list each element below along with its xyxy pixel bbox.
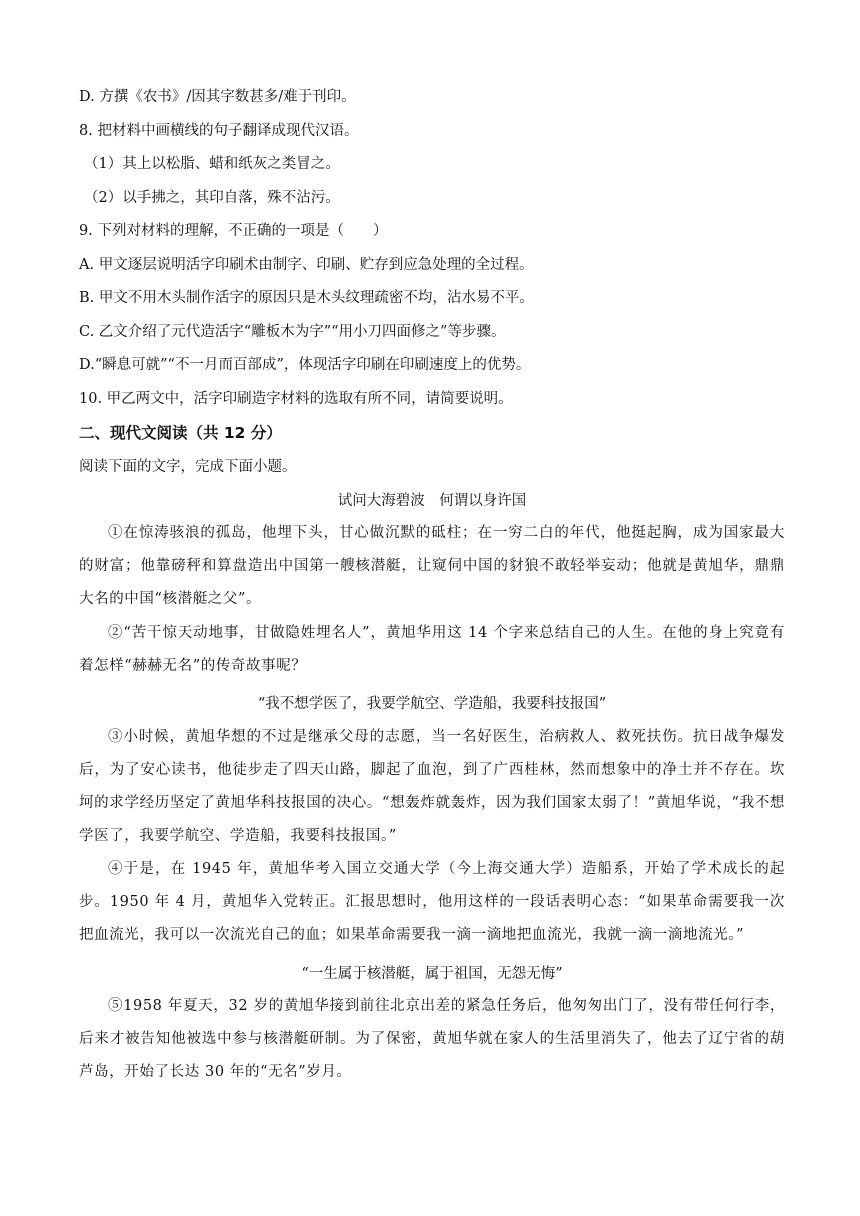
subheading-1: “我不想学医了，我要学航空、学造船，我要科技报国”: [257, 696, 607, 712]
paragraph-3: ③小时候，黄旭华想的不过是继承父母的志愿，当一名好医生，治病救人、救死扶伤。抗日战争爆发后，为了安心读书，他徒步走了四天山路，脚起了血泡，到了广西桂林，然而想象中的净土并不存在。坎坷的求学经历坚定了黄旭华科技报国的决心。“想轰炸就轰炸，因为我们国家太弱了！”黄旭华说，“我不想学医了，我要学航空、学造船，我要科技报国。”: [79, 729, 785, 844]
q9-option-b: B. 甲文不用木头制作活字的原因只是木头纹理疏密不均，沾水易不平。: [79, 290, 534, 306]
subheading-2: “一生属于核潜艇，属于祖国，无怨无悔”: [301, 966, 563, 982]
section-heading: 二、现代文阅读（共 12 分）: [79, 424, 282, 442]
q9-option-d: D.“瞬息可就”“不一月而百部成”，体现活字印刷在印刷速度上的优势。: [79, 357, 531, 373]
paragraph-4: ④于是，在 1945 年，黄旭华考入国立交通大学（今上海交通大学）造船系，开始了学术成长的起步。1950 年 4 月，黄旭华入党转正。汇报思想时，他用这样的一段话表明心态：“如果革命需要我一次把血流光，我可以一次流光自己的血；如果革命需要我一滴一滴地把血流光，我就一滴一滴地流光。”: [79, 861, 785, 943]
q8-item-1: （1）其上以松脂、蜡和纸灰之类冒之。: [84, 156, 340, 172]
q10-stem: 10. 甲乙两文中，活字印刷造字材料的选取有所不同，请简要说明。: [79, 391, 513, 407]
section-instruction: 阅读下面的文字，完成下面小题。: [79, 459, 297, 475]
paragraph-1: ①在惊涛骇浪的孤岛，他埋下头，甘心做沉默的砥柱；在一穷二白的年代，他挺起胸，成为国家最大的财富；他靠磅秤和算盘造出中国第一艘核潜艇，让窥伺中国的豺狼不敢轻举妄动；他就是黄旭华，鼎鼎大名的中国“核潜艇之父”。: [79, 525, 785, 607]
paragraph-5: ⑤1958 年夏天，32 岁的黄旭华接到前往北京出差的紧急任务后，他匆匆出门了，没有带任何行李，后来才被告知他被选中参与核潜艇研制。为了保密，黄旭华就在家人的生活里消失了，他去了辽宁省的葫芦岛，开始了长达 30 年的“无名”岁月。: [79, 998, 785, 1080]
paragraph-2: ②“苦干惊天动地事，甘做隐姓埋名人”，黄旭华用这 14 个字来总结自己的人生。在他的身上究竟有着怎样“赫赫无名”的传奇故事呢？: [79, 625, 785, 674]
q9-option-c: C. 乙文介绍了元代造活字“雕板木为字”“用小刀四面修之”等步骤。: [79, 324, 506, 340]
q9-stem: 9. 下列对材料的理解，不正确的一项是（ ）: [79, 223, 388, 239]
q8-item-2: （2）以手拂之，其印自落，殊不沾污。: [84, 190, 340, 206]
q7-option-d: D. 方撰《农书》/因其字数甚多/难于刊印。: [79, 89, 356, 105]
article-title: 试问大海碧波 何谓以身许国: [337, 493, 527, 509]
q9-option-a: A. 甲文逐层说明活字印刷术由制字、印刷、贮存到应急处理的全过程。: [79, 257, 534, 273]
q8-stem: 8. 把材料中画横线的句子翻译成现代汉语。: [79, 123, 359, 139]
